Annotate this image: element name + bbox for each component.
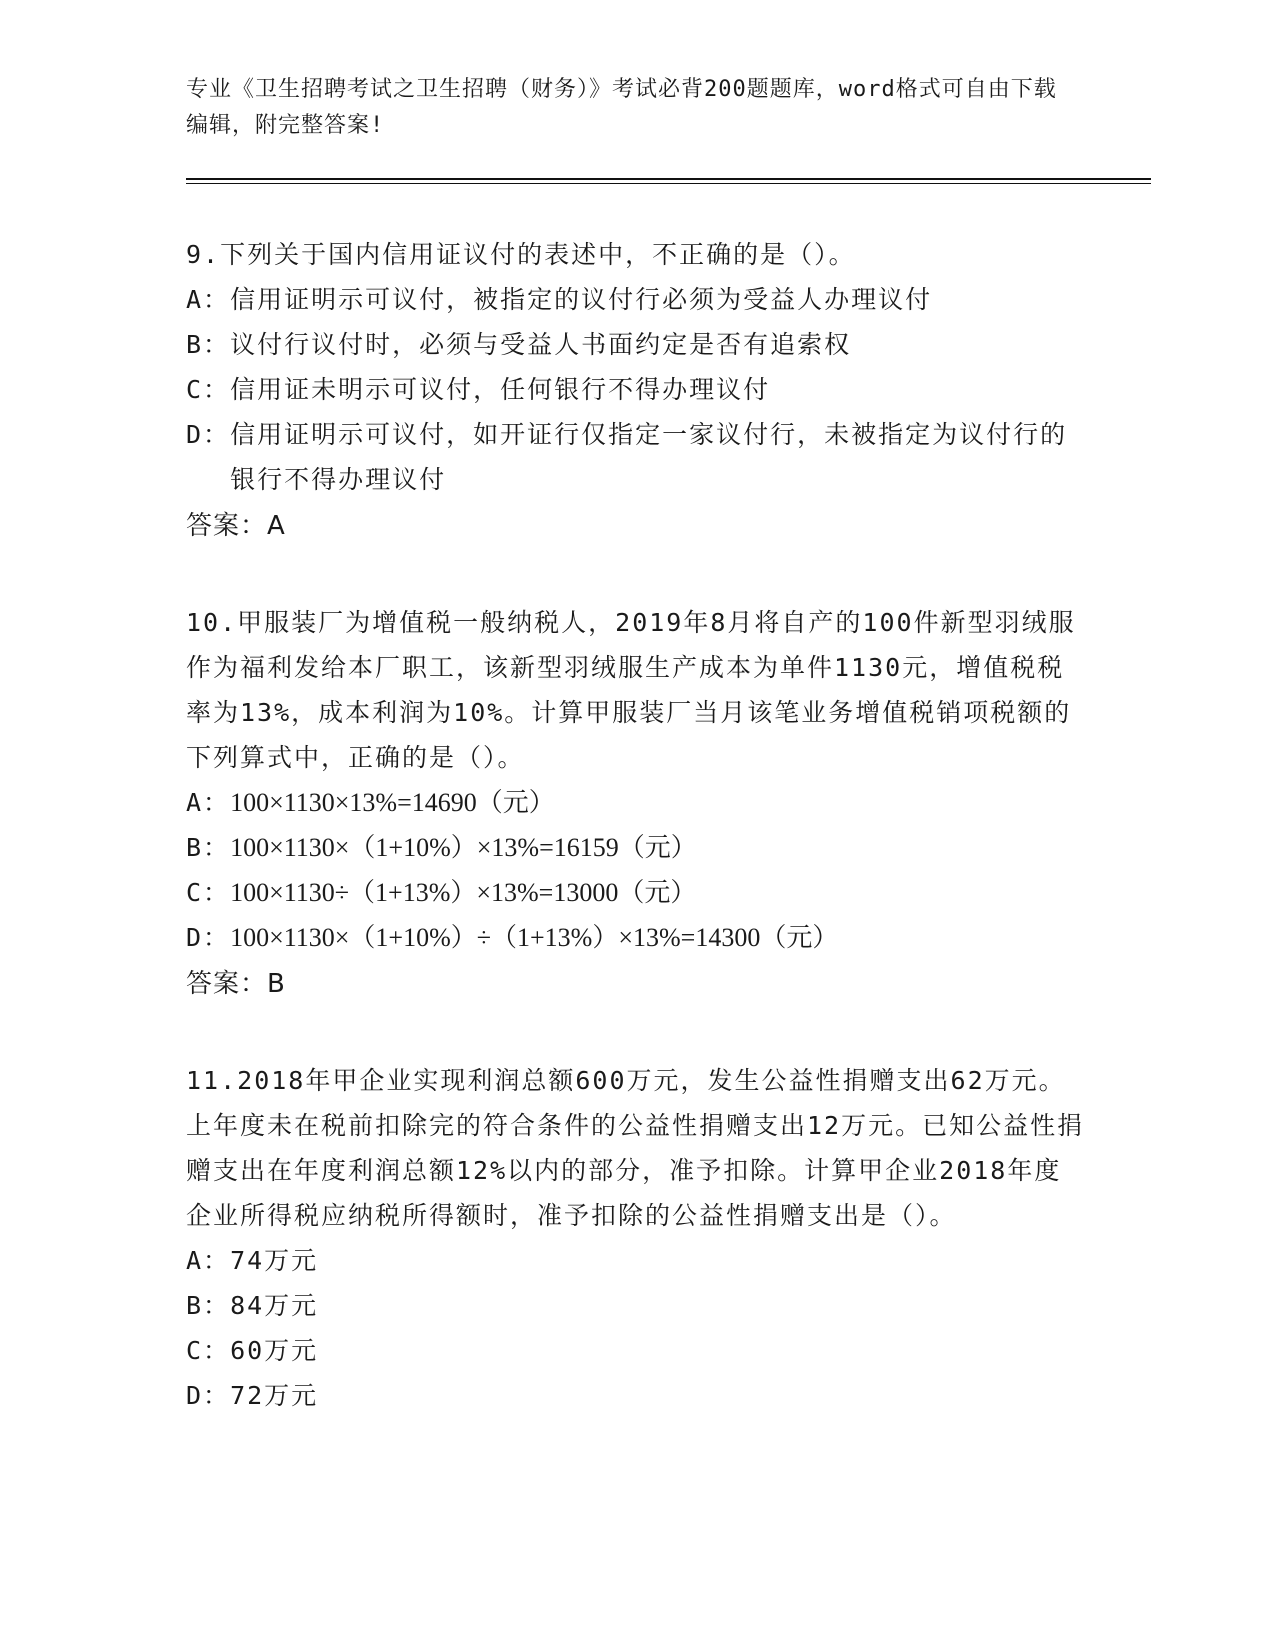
option-text: 60万元 [230, 1336, 319, 1365]
option-text: 74万元 [230, 1246, 319, 1275]
option-letter: D： [186, 1381, 231, 1410]
option-text: 100×1130×13%=14690（元） [230, 788, 555, 817]
option-letter: B： [186, 330, 231, 359]
option-a [186, 277, 1086, 322]
question-stem: 10.甲服装厂为增值税一般纳税人，2019年8月将自产的100件新型羽绒服作为福利发给本厂职工，该新型羽绒服生产成本为单件1130元，增值税税率为13%，成本利润为10%。计算甲服装厂当月该笔业务增值税销项税额的下列算式中，正确的是（）。 [186, 608, 1076, 772]
option-letter: A： [186, 1246, 231, 1275]
option-letter: A： [186, 285, 231, 314]
answer-label: 答案：B [186, 969, 286, 999]
option-a [186, 1238, 1086, 1283]
option-text: 信用证明示可议付，如开证行仅指定一家议付行，未被指定为议付行的银行不得办理议付 [230, 420, 1068, 494]
question-9 [186, 232, 1086, 550]
option-text: 84万元 [230, 1291, 319, 1320]
option-text: 72万元 [230, 1381, 319, 1410]
option-b [186, 1283, 1086, 1328]
option-letter: C： [186, 878, 231, 907]
option-c [186, 367, 1086, 412]
header-divider-thick [186, 178, 1151, 180]
option-d [186, 915, 1086, 960]
option-letter: A： [186, 788, 231, 817]
option-text: 100×1130×（1+10%）÷（1+13%）×13%=14300（元） [230, 923, 839, 952]
option-b [186, 825, 1086, 870]
document-header: 专业《卫生招聘考试之卫生招聘（财务）》考试必背200题题库，word格式可自由下载编辑，附完整答案! [186, 77, 1057, 138]
header-divider-thin [186, 183, 1151, 184]
answer-label: 答案：A [186, 511, 286, 541]
question-11 [186, 1058, 1086, 1418]
option-text: 100×1130×（1+10%）×13%=16159（元） [230, 833, 697, 862]
option-text: 信用证明示可议付，被指定的议付行必须为受益人办理议付 [230, 285, 933, 314]
option-letter: D： [186, 923, 231, 952]
option-b [186, 322, 1086, 367]
option-d [186, 412, 1086, 502]
option-a [186, 780, 1086, 825]
question-list [186, 232, 1086, 1468]
option-text: 议付行议付时，必须与受益人书面约定是否有追索权 [230, 330, 852, 359]
option-letter: B： [186, 1291, 231, 1320]
option-c [186, 1328, 1086, 1373]
question-stem: 9.下列关于国内信用证议付的表述中，不正确的是（）。 [186, 240, 856, 269]
option-c [186, 870, 1086, 915]
option-letter: C： [186, 375, 231, 404]
option-d [186, 1373, 1086, 1418]
option-text: 100×1130÷（1+13%）×13%=13000（元） [230, 878, 697, 907]
option-text: 信用证未明示可议付，任何银行不得办理议付 [230, 375, 771, 404]
question-stem: 11.2018年甲企业实现利润总额600万元，发生公益性捐赠支出62万元。上年度未在税前扣除完的符合条件的公益性捐赠支出12万元。已知公益性捐赠支出在年度利润总额12%以内的部分，准予扣除。计算甲企业2018年度企业所得税应纳税所得额时，准予扣除的公益性捐赠支出是（）。 [186, 1066, 1085, 1230]
option-letter: B： [186, 833, 231, 862]
question-10 [186, 600, 1086, 1008]
option-letter: C： [186, 1336, 231, 1365]
option-letter: D： [186, 420, 231, 449]
